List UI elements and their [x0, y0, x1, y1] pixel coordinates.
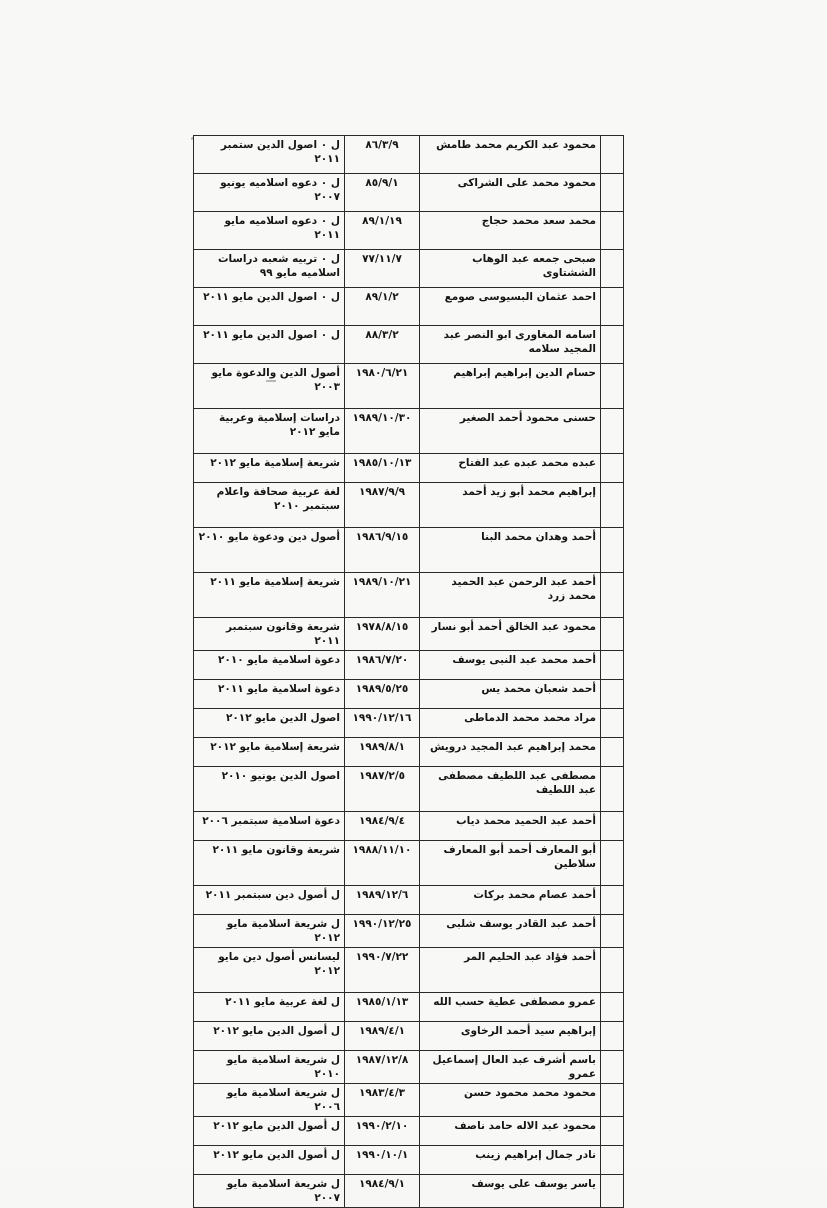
table-row: [194, 174, 624, 212]
qualification-cell: دعوة اسلامية سبتمبر ٢٠٠٦: [194, 812, 345, 841]
table-row: [194, 212, 624, 250]
table-row: [194, 948, 624, 993]
index-cell: [601, 1022, 624, 1051]
birth-date-cell: ١٩٨٧/١٢/٨: [345, 1051, 420, 1084]
table-row: [194, 1084, 624, 1117]
table-row: [194, 136, 624, 174]
table-row: [194, 680, 624, 709]
qualification-cell: شريعة وقانون سبتمبر ٢٠١١: [194, 618, 345, 651]
index-cell: [601, 364, 624, 409]
qualification-cell: ل ٠ دعوه اسلاميه مايو ٢٠١١: [194, 212, 345, 250]
index-cell: [601, 136, 624, 174]
birth-date-cell: ١٩٨٩/٤/١: [345, 1022, 420, 1051]
birth-date-cell: ٨٨/٣/٢: [345, 326, 420, 364]
birth-date-cell: ١٩٩٠/١٠/١: [345, 1146, 420, 1175]
index-cell: [601, 483, 624, 528]
name-cell: محمود عبد الخالق أحمد أبو نسار: [420, 618, 601, 651]
table-row: [194, 915, 624, 948]
table-row: [194, 1117, 624, 1146]
birth-date-cell: ٨٦/٣/٩: [345, 136, 420, 174]
table-row: [194, 709, 624, 738]
birth-date-cell: ١٩٨٩/٨/١: [345, 738, 420, 767]
index-cell: [601, 326, 624, 364]
table-row: [194, 364, 624, 409]
qualification-cell: ل أصول دين سبتمبر ٢٠١١: [194, 886, 345, 915]
birth-date-cell: ١٩٨٩/١٠/٣٠: [345, 409, 420, 454]
index-cell: [601, 680, 624, 709]
index-cell: [601, 841, 624, 886]
qualification-cell: ل أصول الدين مايو ٢٠١٢: [194, 1117, 345, 1146]
name-cell: صبحى جمعه عبد الوهاب الششتاوى: [420, 250, 601, 288]
birth-date-cell: ١٩٨٩/٥/٢٥: [345, 680, 420, 709]
table-row: [194, 1051, 624, 1084]
birth-date-cell: ٨٥/٩/١: [345, 174, 420, 212]
index-cell: [601, 528, 624, 573]
index-cell: [601, 1175, 624, 1208]
qualification-cell: دعوة اسلامية مايو ٢٠١١: [194, 680, 345, 709]
name-cell: محمد سعد محمد حجاج: [420, 212, 601, 250]
table-row: [194, 483, 624, 528]
qualification-cell: لغة عربية صحافة واعلام سبتمبر ٢٠١٠: [194, 483, 345, 528]
qualification-cell: ل ٠ اصول الدين ستمبر ٢٠١١: [194, 136, 345, 174]
table-row: [194, 528, 624, 573]
birth-date-cell: ١٩٩٠/١٢/١٦: [345, 709, 420, 738]
index-cell: [601, 1084, 624, 1117]
name-cell: عبده محمد عبده عبد الفتاح: [420, 454, 601, 483]
name-cell: احمد عثمان البسيوسى صومع: [420, 288, 601, 326]
table-row: [194, 738, 624, 767]
index-cell: [601, 288, 624, 326]
name-cell: أحمد عبد القادر يوسف شلبى: [420, 915, 601, 948]
name-cell: اسامه المغاورى ابو النصر عبد المجيد سلامه: [420, 326, 601, 364]
name-cell: أحمد عبد الرحمن عبد الحميد محمد زرد: [420, 573, 601, 618]
table-row: [194, 250, 624, 288]
index-cell: [601, 1117, 624, 1146]
qualification-cell: اصول الدين يونيو ٢٠١٠: [194, 767, 345, 812]
index-cell: [601, 409, 624, 454]
birth-date-cell: ١٩٨٥/١/١٣: [345, 993, 420, 1022]
table-row: [194, 454, 624, 483]
name-cell: مصطفى عبد اللطيف مصطفى عبد اللطيف: [420, 767, 601, 812]
qualification-cell: شريعة إسلامية مايو ٢٠١١: [194, 573, 345, 618]
qualification-cell: اصول الدين مايو ٢٠١٢: [194, 709, 345, 738]
birth-date-cell: ١٩٧٨/٨/١٥: [345, 618, 420, 651]
qualification-cell: أصول الدين والدعوة مايو ٢٠٠٣: [194, 364, 345, 409]
graduates-table-body: [194, 136, 624, 1208]
name-cell: أحمد محمد عبد النبى يوسف: [420, 651, 601, 680]
index-cell: [601, 812, 624, 841]
index-cell: [601, 250, 624, 288]
qualification-cell: دراسات إسلامية وعربية مايو ٢٠١٢: [194, 409, 345, 454]
table-row: [194, 1146, 624, 1175]
birth-date-cell: ١٩٨٨/١١/١٠: [345, 841, 420, 886]
index-cell: [601, 915, 624, 948]
qualification-cell: ل ٠ اصول الدين مايو ٢٠١١: [194, 288, 345, 326]
name-cell: محمود محمد محمود حسن: [420, 1084, 601, 1117]
qualification-cell: ل ٠ تربيه شعبه دراسات اسلاميه مايو ٩٩: [194, 250, 345, 288]
birth-date-cell: ١٩٨٩/١٠/٢١: [345, 573, 420, 618]
index-cell: [601, 1146, 624, 1175]
birth-date-cell: ١٩٨٥/١٠/١٣: [345, 454, 420, 483]
index-cell: [601, 651, 624, 680]
index-cell: [601, 709, 624, 738]
qualification-cell: ل أصول الدين مايو ٢٠١٢: [194, 1022, 345, 1051]
qualification-cell: دعوة اسلامية مايو ٢٠١٠: [194, 651, 345, 680]
index-cell: [601, 1051, 624, 1084]
index-cell: [601, 948, 624, 993]
qualification-cell: ل لغة عربية مايو ٢٠١١: [194, 993, 345, 1022]
name-cell: أحمد وهدان محمد البنا: [420, 528, 601, 573]
table-row: [194, 993, 624, 1022]
qualification-cell: ل شريعة اسلامية مايو ٢٠١٢: [194, 915, 345, 948]
birth-date-cell: ١٩٨٧/٢/٥: [345, 767, 420, 812]
table-row: [194, 1175, 624, 1208]
qualification-cell: ل شريعة اسلامية مايو ٢٠١٠: [194, 1051, 345, 1084]
qualification-cell: ل ٠ دعوه اسلاميه يونيو ٢٠٠٧: [194, 174, 345, 212]
name-cell: أحمد عصام محمد بركات: [420, 886, 601, 915]
birth-date-cell: ٧٧/١١/٧: [345, 250, 420, 288]
qualification-cell: ليسانس أصول دين مايو ٢٠١٢: [194, 948, 345, 993]
name-cell: أحمد فؤاد عبد الحليم المر: [420, 948, 601, 993]
table-row: [194, 326, 624, 364]
birth-date-cell: ١٩٨٦/٧/٢٠: [345, 651, 420, 680]
qualification-cell: شريعة إسلامية مايو ٢٠١٢: [194, 738, 345, 767]
name-cell: أحمد شعبان محمد يس: [420, 680, 601, 709]
qualification-cell: ل شريعة اسلامية مايو ٢٠٠٧: [194, 1175, 345, 1208]
graduates-table: [193, 135, 624, 1208]
birth-date-cell: ١٩٨٠/٦/٢١: [345, 364, 420, 409]
qualification-cell: ل ٠ اصول الدين مايو ٢٠١١: [194, 326, 345, 364]
birth-date-cell: ١٩٨٩/١٢/٦: [345, 886, 420, 915]
table-row: [194, 618, 624, 651]
birth-date-cell: ٨٩/١/١٩: [345, 212, 420, 250]
name-cell: ياسر يوسف على يوسف: [420, 1175, 601, 1208]
birth-date-cell: ١٩٨٣/٤/٣: [345, 1084, 420, 1117]
index-cell: [601, 174, 624, 212]
table-row: [194, 288, 624, 326]
table-row: [194, 1022, 624, 1051]
qualification-cell: أصول دين ودعوة مايو ٢٠١٠: [194, 528, 345, 573]
qualification-cell: ل شريعة اسلامية مايو ٢٠٠٦: [194, 1084, 345, 1117]
name-cell: حسنى محمود أحمد الصغير: [420, 409, 601, 454]
birth-date-cell: ١٩٨٤/٩/١: [345, 1175, 420, 1208]
index-cell: [601, 618, 624, 651]
name-cell: حسام الدين إبراهيم إبراهيم: [420, 364, 601, 409]
table-row: [194, 409, 624, 454]
index-cell: [601, 573, 624, 618]
birth-date-cell: ١٩٩٠/٢/١٠: [345, 1117, 420, 1146]
name-cell: باسم أشرف عبد العال إسماعيل عمرو: [420, 1051, 601, 1084]
qualification-cell: ل أصول الدين مايو ٢٠١٢: [194, 1146, 345, 1175]
table-row: [194, 841, 624, 886]
birth-date-cell: ١٩٩٠/١٢/٢٥: [345, 915, 420, 948]
name-cell: أبو المعارف أحمد أبو المعارف سلاطين: [420, 841, 601, 886]
birth-date-cell: ١٩٨٦/٩/١٥: [345, 528, 420, 573]
index-cell: [601, 454, 624, 483]
name-cell: إبراهيم سيد أحمد الرخاوى: [420, 1022, 601, 1051]
birth-date-cell: ١٩٨٧/٩/٩: [345, 483, 420, 528]
name-cell: محمود عبد الكريم محمد طامش: [420, 136, 601, 174]
name-cell: نادر جمال إبراهيم زينب: [420, 1146, 601, 1175]
name-cell: أحمد عبد الحميد محمد دياب: [420, 812, 601, 841]
name-cell: عمرو مصطفى عطية حسب الله: [420, 993, 601, 1022]
index-cell: [601, 738, 624, 767]
name-cell: إبراهيم محمد أبو زيد أحمد: [420, 483, 601, 528]
table-row: [194, 767, 624, 812]
name-cell: محمود عبد الاله حامد ناصف: [420, 1117, 601, 1146]
index-cell: [601, 767, 624, 812]
table-row: [194, 573, 624, 618]
table-row: [194, 812, 624, 841]
index-cell: [601, 993, 624, 1022]
birth-date-cell: ١٩٨٤/٩/٤: [345, 812, 420, 841]
name-cell: مراد محمد محمد الدماطى: [420, 709, 601, 738]
name-cell: محمود محمد على الشراكى: [420, 174, 601, 212]
qualification-cell: شريعة إسلامية مايو ٢٠١٢: [194, 454, 345, 483]
index-cell: [601, 886, 624, 915]
birth-date-cell: ٨٩/١/٢: [345, 288, 420, 326]
qualification-cell: شريعة وقانون مايو ٢٠١١: [194, 841, 345, 886]
name-cell: محمد إبراهيم عبد المجيد درويش: [420, 738, 601, 767]
table-row: [194, 886, 624, 915]
birth-date-cell: ١٩٩٠/٧/٢٢: [345, 948, 420, 993]
table-row: [194, 651, 624, 680]
index-cell: [601, 212, 624, 250]
